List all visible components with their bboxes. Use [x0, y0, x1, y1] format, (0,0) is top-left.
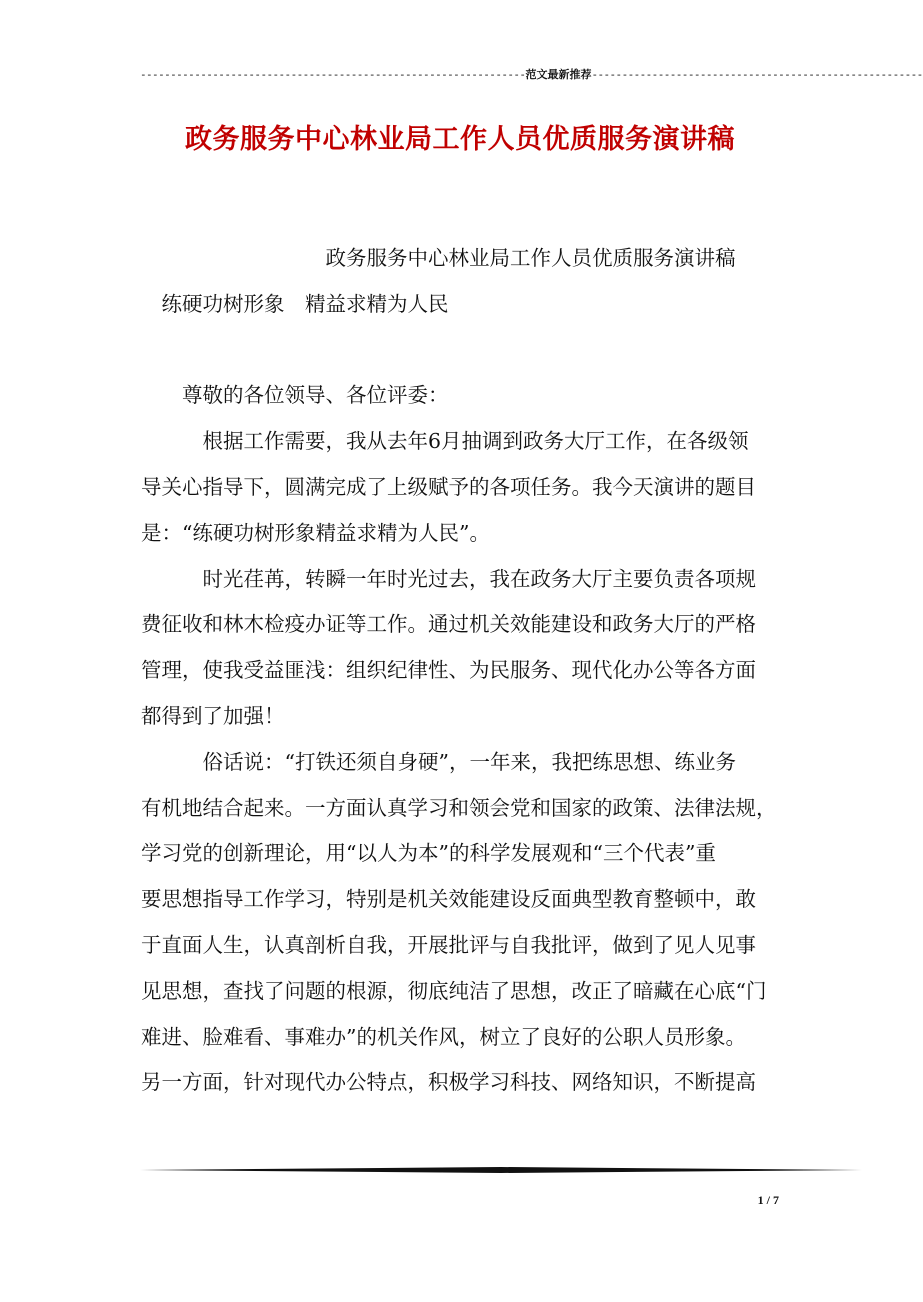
- body-line: 尊敬的各位领导、各位评委：: [141, 383, 449, 408]
- body-line: 时光荏苒，转瞬一年时光过去，我在政务大厅主要负责各项规: [141, 566, 756, 591]
- body-line: 学习党的创新理论，用“以人为本”的科学发展观和“三个代表”重: [141, 841, 716, 866]
- body-line: 根据工作需要，我从去年6月抽调到政务大厅工作，在各级领: [141, 429, 749, 454]
- body-line: 政务服务中心林业局工作人员优质服务演讲稿: [141, 246, 736, 270]
- document-body: [141, 236, 781, 1106]
- footer-divider-shape: [140, 1166, 862, 1174]
- body-line: 导关心指导下，圆满完成了上级赋予的各项任务。我今天演讲的题目: [141, 474, 756, 499]
- body-line: 要思想指导工作学习，特别是机关效能建设反面典型教育整顿中，敢: [141, 887, 756, 912]
- body-line: 难进、脸难看、事难办”的机关作风，树立了良好的公职人员形象。: [141, 1024, 746, 1049]
- body-line: 有机地结合起来。一方面认真学习和领会党和国家的政策、法律法规，: [141, 795, 777, 820]
- body-line: 见思想，查找了问题的根源，彻底纯洁了思想，改正了暗藏在心底“门: [141, 978, 767, 1003]
- body-line: 是：“练硬功树形象精益求精为人民”。: [141, 520, 490, 545]
- header-label: 范文最新推荐: [525, 68, 592, 81]
- header-dashes-left: ----------------------------------------------------------------: [140, 68, 526, 81]
- body-line: 练硬功树形象 精益求精为人民: [141, 291, 449, 316]
- body-line: 于直面人生，认真剖析自我，开展批评与自我批评，做到了见人见事: [141, 932, 756, 957]
- header-dashes-right: -------------------------------------------------------: [591, 68, 923, 81]
- body-line: 都得到了加强！: [141, 703, 285, 728]
- page-number: 1 / 7: [757, 1193, 779, 1207]
- body-line: 俗话说：“打铁还须自身硬”，一年来，我把练思想、练业务: [141, 749, 736, 774]
- document-title: 政务服务中心林业局工作人员优质服务演讲稿: [185, 124, 735, 155]
- body-line: 另一方面，针对现代办公特点，积极学习科技、网络知识，不断提高: [141, 1070, 756, 1095]
- body-gap: [141, 328, 781, 374]
- body-line: 管理，使我受益匪浅：组织纪律性、为民服务、现代化办公等各方面: [141, 658, 756, 683]
- body-line: 费征收和林木检疫办证等工作。通过机关效能建设和政务大厅的严格: [141, 612, 756, 637]
- page-header: [140, 68, 923, 82]
